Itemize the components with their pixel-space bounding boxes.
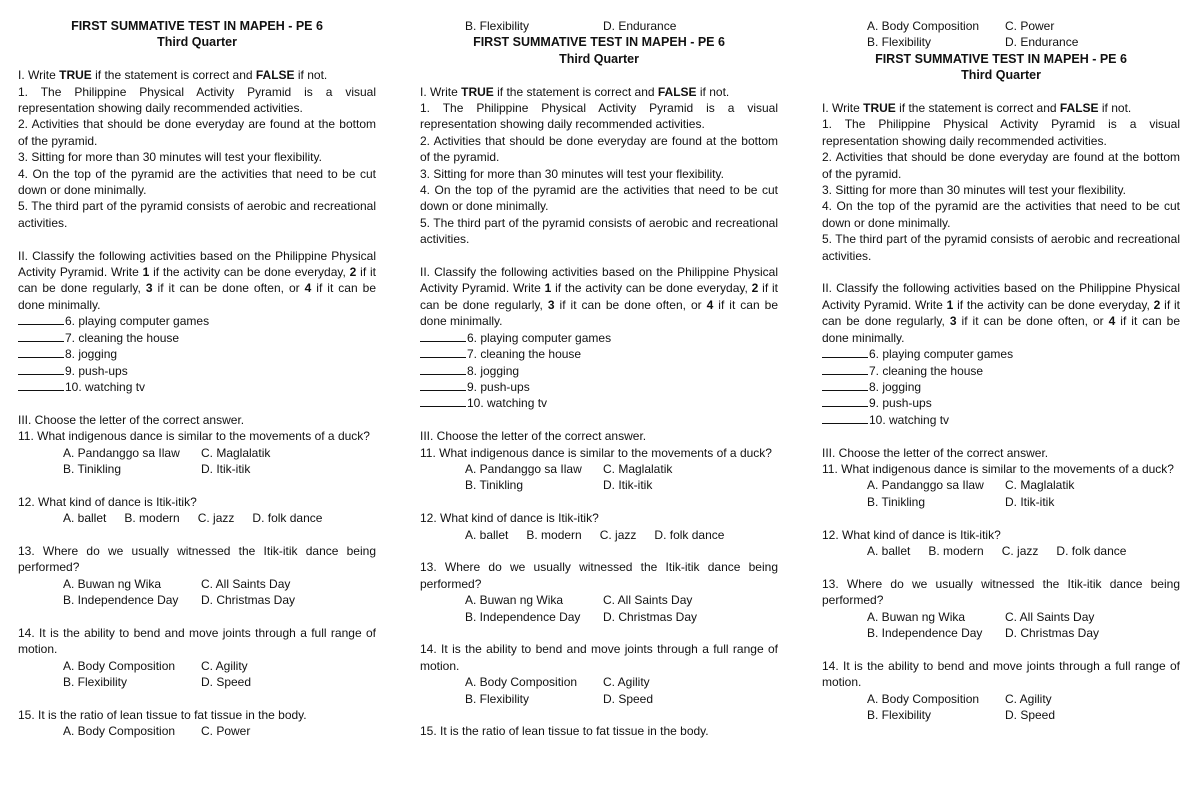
option-c: C. Agility	[201, 658, 248, 673]
test-title: FIRST SUMMATIVE TEST IN MAPEH - PE 6	[473, 35, 725, 50]
test-column-3	[822, 18, 1180, 723]
question-13: 13. Where do we usually witnessed the Itik-itik dance being performed?	[18, 543, 376, 575]
question-13: 13. Where do we usually witnessed the Itik-itik dance being performed?	[822, 576, 1180, 608]
option-d: D. folk dance	[1056, 543, 1127, 558]
option-a: A. Pandanggo sa Ilaw	[63, 445, 180, 460]
option-c: C. Maglalatik	[1005, 478, 1075, 493]
q14-options	[420, 674, 778, 707]
option-b: B. Flexibility	[63, 675, 128, 690]
option-b: B. Flexibility	[465, 691, 530, 706]
option-d: D. Endurance	[603, 19, 677, 33]
option-c: C. jazz	[197, 511, 235, 526]
tf-item: 3. Sitting for more than 30 minutes will test your flexibility.	[822, 183, 1126, 198]
question-14: 14. It is the ability to bend and move joints through a full range of motion.	[420, 642, 778, 673]
test-quarter: Third Quarter	[157, 35, 237, 50]
option-a: A. ballet	[867, 543, 911, 558]
q15-options-continued	[420, 18, 778, 34]
tf-item: 5. The third part of the pyramid consists of aerobic and recreational activities.	[18, 199, 376, 230]
classify-item: 10. watching tv	[18, 379, 376, 395]
option-b: B. Independence Day	[867, 625, 983, 640]
part3-instruction: III. Choose the letter of the correct answer.	[18, 412, 245, 427]
question-11: 11. What indigenous dance is similar to the movements of a duck?	[420, 445, 772, 460]
q14-options	[18, 658, 376, 691]
tf-item: 5. The third part of the pyramid consists of aerobic and recreational activities.	[822, 232, 1180, 263]
tf-item: 2. Activities that should be done everyday are found at the bottom of the pyramid.	[822, 150, 1180, 181]
option-d: D. Speed	[1005, 707, 1056, 722]
test-title: FIRST SUMMATIVE TEST IN MAPEH - PE 6	[71, 19, 323, 33]
option-c: C. Power	[1005, 19, 1055, 33]
classify-item: 8. jogging	[822, 379, 1180, 395]
q12-options	[822, 543, 1180, 559]
tf-item: 4. On the top of the pyramid are the activities that need to be cut down or done minimally.	[420, 183, 778, 214]
tf-item: 3. Sitting for more than 30 minutes will test your flexibility.	[18, 150, 322, 165]
tf-item: 3. Sitting for more than 30 minutes will test your flexibility.	[420, 166, 724, 181]
q13-options	[822, 609, 1180, 642]
option-d: D. Itik-itik	[201, 461, 251, 476]
option-d: D. Speed	[603, 691, 654, 706]
question-12: 12. What kind of dance is Itik-itik?	[822, 527, 1001, 542]
test-title: FIRST SUMMATIVE TEST IN MAPEH - PE 6	[875, 51, 1127, 66]
option-b: B. Tinikling	[63, 461, 122, 476]
answer-blank[interactable]	[420, 395, 466, 407]
tf-item: 2. Activities that should be done everyday are found at the bottom of the pyramid.	[420, 133, 778, 165]
test-quarter: Third Quarter	[961, 68, 1041, 83]
option-c: C. All Saints Day	[603, 593, 693, 608]
option-c: C. Agility	[603, 675, 650, 690]
classify-item: 10. watching tv	[420, 395, 778, 411]
option-d: D. Itik-itik	[1005, 494, 1055, 509]
classify-item: 8. jogging	[420, 363, 778, 379]
answer-blank[interactable]	[18, 379, 64, 391]
answer-blank[interactable]	[822, 379, 868, 391]
answer-blank[interactable]	[420, 330, 466, 342]
question-14: 14. It is the ability to bend and move joints through a full range of motion.	[18, 625, 376, 657]
q12-options	[420, 527, 778, 543]
q11-options	[420, 461, 778, 494]
tf-item: 5. The third part of the pyramid consists of aerobic and recreational activities.	[420, 215, 778, 247]
option-a: A. ballet	[63, 511, 107, 526]
classify-item: 10. watching tv	[822, 412, 1180, 428]
answer-blank[interactable]	[420, 363, 466, 375]
option-a: A. ballet	[465, 527, 509, 542]
option-d: D. Itik-itik	[603, 478, 653, 493]
classify-item: 9. push-ups	[18, 363, 376, 379]
option-d: D. Christmas Day	[201, 593, 296, 608]
option-a: A. Buwan ng Wika	[63, 576, 162, 591]
option-c: C. All Saints Day	[201, 576, 291, 591]
q11-options	[822, 477, 1180, 510]
classify-item: 9. push-ups	[420, 379, 778, 395]
option-b: B. modern	[124, 511, 180, 526]
option-d: D. folk dance	[654, 527, 725, 542]
question-15: 15. It is the ratio of lean tissue to fat tissue in the body.	[18, 707, 307, 722]
q13-options	[420, 592, 778, 625]
option-d: D. Christmas Day	[603, 609, 698, 624]
tf-item: 2. Activities that should be done everyday are found at the bottom of the pyramid.	[18, 117, 376, 148]
answer-blank[interactable]	[822, 412, 868, 424]
option-d: D. Endurance	[1005, 35, 1079, 50]
classify-item: 6. playing computer games	[18, 313, 376, 329]
q15-options-continued	[822, 18, 1180, 51]
answer-blank[interactable]	[822, 346, 868, 358]
part2-instruction: II. Classify the following activities based on the Philippine Physical Activity Pyramid. Write 1 if the activity can be done everyday, 2 if it can be done regularly, 3 if it can be done often, or 4 if it can be done minimally.	[822, 281, 1180, 345]
classify-item: 8. jogging	[18, 346, 376, 362]
part1-instruction: I. Write TRUE if the statement is correct and FALSE if not.	[822, 101, 1132, 116]
option-b: B. Tinikling	[867, 494, 926, 509]
q14-options	[822, 691, 1180, 724]
answer-blank[interactable]	[18, 313, 64, 325]
option-d: D. Speed	[201, 675, 252, 690]
answer-blank[interactable]	[18, 363, 64, 375]
test-quarter: Third Quarter	[559, 51, 639, 66]
option-a: A. Body Composition	[63, 658, 176, 673]
option-b: B. Flexibility	[867, 707, 932, 722]
classify-item: 6. playing computer games	[822, 346, 1180, 362]
tf-item: 1. The Philippine Physical Activity Pyramid is a visual representation showing daily recommended activities.	[18, 84, 376, 116]
question-11: 11. What indigenous dance is similar to the movements of a duck?	[18, 429, 370, 444]
classify-item: 7. cleaning the house	[822, 363, 1180, 379]
q13-options	[18, 576, 376, 609]
classify-item: 9. push-ups	[822, 395, 1180, 411]
tf-item: 1. The Philippine Physical Activity Pyramid is a visual representation showing daily recommended activities.	[822, 117, 1180, 148]
part3-instruction: III. Choose the letter of the correct answer.	[822, 445, 1049, 460]
option-c: C. Power	[201, 724, 251, 739]
option-c: C. jazz	[1001, 543, 1039, 558]
answer-blank[interactable]	[420, 379, 466, 391]
option-c: C. Maglalatik	[603, 461, 673, 476]
tf-item: 4. On the top of the pyramid are the activities that need to be cut down or done minimally.	[18, 166, 376, 198]
option-b: B. Independence Day	[63, 593, 179, 608]
answer-blank[interactable]	[18, 346, 64, 358]
answer-blank[interactable]	[822, 395, 868, 407]
question-12: 12. What kind of dance is Itik-itik?	[18, 494, 197, 509]
option-a: A. Buwan ng Wika	[867, 609, 966, 624]
question-12: 12. What kind of dance is Itik-itik?	[420, 511, 599, 526]
question-11: 11. What indigenous dance is similar to the movements of a duck?	[822, 461, 1174, 476]
answer-blank[interactable]	[420, 346, 466, 358]
option-b: B. Independence Day	[465, 609, 581, 624]
option-a: A. Buwan ng Wika	[465, 593, 564, 608]
option-a: A. Body Composition	[465, 675, 578, 690]
answer-blank[interactable]	[822, 363, 868, 375]
option-a: A. Pandanggo sa Ilaw	[465, 461, 582, 476]
option-c: C. jazz	[599, 527, 637, 542]
question-14: 14. It is the ability to bend and move joints through a full range of motion.	[822, 658, 1180, 690]
option-a: A. Body Composition	[867, 691, 980, 706]
option-c: C. All Saints Day	[1005, 609, 1095, 624]
part2-instruction: II. Classify the following activities based on the Philippine Physical Activity Pyramid. Write 1 if the activity can be done everyday, 2 if it can be done regularly, 3 if it can be done often, or 4 if it can be done minimally.	[420, 265, 778, 329]
question-13: 13. Where do we usually witnessed the Itik-itik dance being performed?	[420, 560, 778, 591]
q11-options	[18, 445, 376, 478]
option-b: B. modern	[526, 527, 582, 542]
option-b: B. modern	[928, 543, 984, 558]
answer-blank[interactable]	[18, 330, 64, 342]
option-a: A. Body Composition	[63, 724, 176, 739]
test-column-1	[18, 18, 376, 740]
option-b: B. Tinikling	[465, 478, 524, 493]
q15-options	[18, 723, 376, 739]
option-a: A. Body Composition	[867, 19, 980, 33]
part3-instruction: III. Choose the letter of the correct answer.	[420, 429, 647, 444]
tf-item: 4. On the top of the pyramid are the activities that need to be cut down or done minimally.	[822, 199, 1180, 230]
option-b: B. Flexibility	[465, 19, 530, 33]
option-a: A. Pandanggo sa Ilaw	[867, 478, 984, 493]
part1-instruction: I. Write TRUE if the statement is correct and FALSE if not.	[420, 84, 730, 99]
option-d: D. Christmas Day	[1005, 625, 1100, 640]
option-d: D. folk dance	[252, 511, 323, 526]
option-c: C. Maglalatik	[201, 445, 271, 460]
classify-item: 6. playing computer games	[420, 330, 778, 346]
option-c: C. Agility	[1005, 691, 1052, 706]
part2-instruction: II. Classify the following activities based on the Philippine Physical Activity Pyramid. Write 1 if the activity can be done everyday, 2 if it can be done regularly, 3 if it can be done often, or 4 if it can be done minimally.	[18, 248, 376, 312]
question-15: 15. It is the ratio of lean tissue to fat tissue in the body.	[420, 724, 709, 739]
q12-options	[18, 510, 376, 526]
tf-item: 1. The Philippine Physical Activity Pyramid is a visual representation showing daily recommended activities.	[420, 101, 778, 132]
option-b: B. Flexibility	[867, 35, 932, 50]
part1-instruction: I. Write TRUE if the statement is correct and FALSE if not.	[18, 68, 328, 83]
classify-item: 7. cleaning the house	[18, 330, 376, 346]
test-column-2	[420, 18, 778, 740]
classify-item: 7. cleaning the house	[420, 346, 778, 362]
